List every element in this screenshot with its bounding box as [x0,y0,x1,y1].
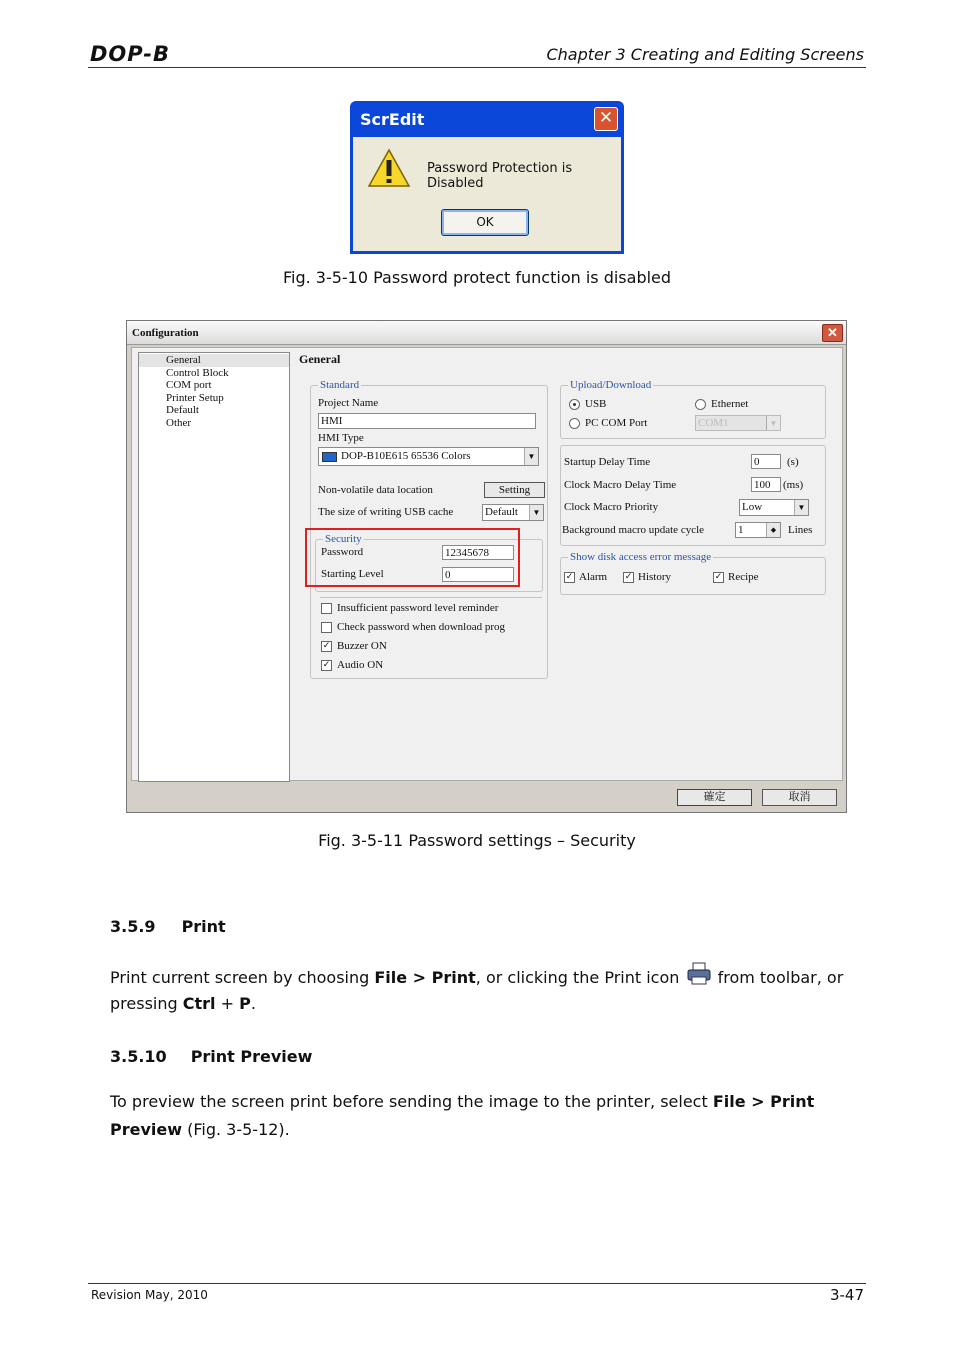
figure-caption: Fig. 3-5-10 Password protect function is disabled [282,268,672,287]
clock-delay-label: Clock Macro Delay Time [564,479,677,491]
text: Print current screen by choosing [110,968,375,987]
usb-label: USB [585,398,607,410]
print-paragraph [110,962,870,1017]
menu-file: File [712,1092,746,1111]
clock-unit: (ms) [783,479,804,491]
revision-date: Revision May, 2010 [91,1288,208,1302]
section-heading [110,1047,312,1066]
priority-select[interactable] [739,499,809,516]
text: To preview the screen print before sending the image to the printer, select [110,1092,713,1111]
section-number: 3.5.9 [110,917,156,936]
window-title: Configuration [127,321,846,345]
group-title: Show disk access error message [570,551,712,563]
scredit-dialog [350,101,624,254]
dialog-message: Password Protection is Disabled [427,161,573,191]
warning-icon [367,147,411,189]
section-number: 3.5.10 [110,1047,167,1066]
usb-cache-value: Default [485,506,518,518]
recipe-label: Recipe [728,571,759,583]
separator: > [407,968,432,987]
starting-level-input[interactable]: 0 [442,567,514,582]
chevron-down-icon[interactable]: ▼ [766,416,780,430]
checkbox-checked[interactable]: ✓ [714,572,723,582]
group-title: Security [325,533,362,545]
option-label: Insufficient password level reminder [337,602,499,614]
priority-label: Clock Macro Priority [564,501,659,513]
menu-print: Print [431,968,476,987]
hmi-type-value: DOP-B10E615 65536 Colors [341,450,471,462]
chevron-down-icon[interactable]: ▼ [524,448,538,465]
group-title: Upload/Download [570,379,652,391]
project-name-input[interactable]: HMI [318,413,536,429]
figure-caption: Fig. 3-5-11 Password settings – Security [318,831,636,850]
bg-cycle-value: 1 [738,524,744,536]
spinner-arrows-icon[interactable]: ◆ [766,523,780,537]
priority-value: Low [742,501,763,513]
password-label: Password [321,546,364,558]
checkbox[interactable] [321,622,332,633]
page-number: 3-47 [829,1286,864,1304]
text: + [215,994,240,1013]
starting-level-label: Starting Level [321,568,384,580]
bg-cycle-unit: Lines [788,524,813,536]
pc-com-label: PC COM Port [585,417,648,429]
tree-item-other[interactable]: Other [166,416,192,429]
security-highlight [305,528,520,587]
alarm-label: Alarm [579,571,608,583]
tree-item-printer-setup[interactable]: Printer Setup [166,391,224,404]
bg-cycle-label: Background macro update cycle [562,524,705,536]
usb-cache-select[interactable] [482,504,544,521]
option-label: Check password when download prog [337,621,506,633]
upload-download-group [560,379,826,439]
radio-ethernet[interactable] [695,399,706,410]
startup-delay-label: Startup Delay Time [564,456,651,468]
startup-delay-input[interactable]: 0 [751,454,781,469]
tree-item-general[interactable]: General [139,354,289,367]
checkbox-checked[interactable]: ✓ [565,572,574,582]
chapter-title: Chapter 3 Creating and Editing Screens [546,45,864,64]
clock-delay-input[interactable]: 100 [751,477,781,492]
close-icon[interactable]: ✕ [822,324,843,342]
config-tree [138,352,290,782]
section-title: Print Preview [190,1047,313,1066]
footer-rule [88,1283,866,1284]
nonvolatile-label: Non-volatile data location [318,484,433,496]
printer-icon [685,962,713,986]
section-label: General [299,352,341,366]
project-name-label: Project Name [318,397,379,409]
tree-item-default[interactable]: Default [166,404,199,416]
checkbox-checked[interactable]: ✓ [624,572,633,582]
timing-group [560,445,826,546]
com-value: COM1 [698,417,729,429]
text: . [250,994,256,1013]
bg-cycle-spinner[interactable] [735,522,781,538]
startup-unit: (s) [787,456,799,468]
key-ctrl: Ctrl [182,994,216,1013]
option-label: Audio ON [337,659,384,671]
dialog-title: ScrEdit [360,110,425,129]
menu-file: File [374,968,408,987]
password-input[interactable]: 12345678 [442,545,514,560]
disk-error-group [560,551,826,595]
separator: > [745,1092,771,1111]
usb-cache-label: The size of writing USB cache [318,506,454,518]
hmi-type-label: HMI Type [318,432,364,444]
ok-button[interactable]: 確定 [677,789,752,806]
close-icon[interactable]: ✕ [594,107,618,131]
ethernet-label: Ethernet [711,398,749,410]
group-title: Standard [320,379,360,391]
preview-paragraph [110,1088,870,1144]
header-rule [88,67,866,68]
checkbox-checked[interactable]: ✓ [322,660,331,670]
setting-button[interactable]: Setting [484,482,545,498]
hmi-type-select[interactable] [318,447,539,466]
tree-item-com-port[interactable]: COM port [166,379,212,391]
text: from toolbar, or pressing [110,968,844,1013]
com-select[interactable] [695,415,781,431]
text: , or clicking the Print icon [475,968,685,987]
text: (Fig. 3-5-12). [182,1120,290,1139]
cancel-button[interactable]: 取消 [762,789,837,806]
divider [320,597,542,598]
checkbox[interactable] [321,603,332,614]
monitor-icon [322,452,337,462]
checkbox-checked[interactable]: ✓ [322,641,331,651]
option-label: Buzzer ON [337,640,387,652]
history-label: History [638,571,671,583]
chevron-down-icon[interactable]: ▼ [794,500,808,515]
chevron-down-icon[interactable]: ▼ [529,505,543,520]
radio-pc-com[interactable] [569,418,580,429]
menu-print-preview: Print Preview [110,1092,815,1139]
tree-item-control-block[interactable]: Control Block [166,366,229,379]
key-p: P [239,994,251,1013]
radio-usb[interactable] [569,399,580,410]
section-title: Print [181,917,226,936]
section-heading [110,917,226,936]
logo: DOP-B [90,42,171,66]
ok-button[interactable]: OK [441,209,529,236]
